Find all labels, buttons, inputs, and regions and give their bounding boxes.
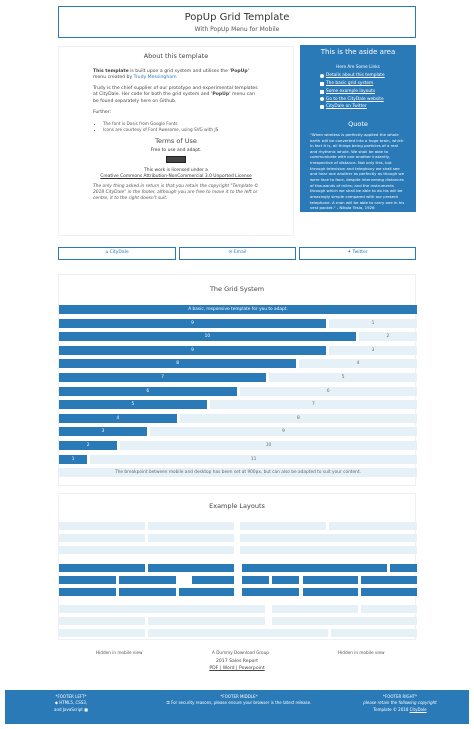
grid-title: The Grid System	[209, 285, 265, 293]
grid-system-section	[58, 274, 416, 486]
layout-block	[59, 564, 145, 572]
grid-cell: 6	[240, 387, 418, 396]
popup-term: 'PopUp'	[210, 92, 231, 98]
list-item: • The font is Dosis from Google Fonts	[103, 121, 259, 127]
page-title: PopUp Grid Template	[184, 12, 290, 23]
grid-cell: 5	[59, 400, 207, 409]
layout-block	[59, 534, 145, 542]
grid-cell: 10	[59, 332, 356, 341]
about-paragraph-2	[93, 86, 259, 105]
link-label: The basic grid system	[326, 80, 374, 86]
aside-link-grid[interactable]	[320, 81, 410, 87]
link-label: Details about this template	[326, 73, 385, 79]
example-layouts-section	[58, 493, 416, 640]
grid-icon	[320, 82, 324, 86]
download-formats-link[interactable]: PDF | Word | Powerpoint	[209, 666, 265, 671]
about-bold: This template	[93, 68, 129, 74]
layout-block	[148, 629, 328, 637]
info-icon	[320, 74, 324, 78]
layout-block	[329, 522, 417, 530]
layout-block	[361, 588, 417, 596]
hidden-mobile-right: Hidden in mobile view	[338, 650, 385, 655]
footer-mid-title: *FOOTER MIDDLE*	[220, 694, 258, 699]
license-link[interactable]: Creative Commons Attribution-NonCommercial 3.0 Unported License	[100, 174, 252, 180]
layout-block	[240, 522, 326, 530]
layout-block	[148, 617, 265, 625]
trudy-link[interactable]: Trudy Messingham	[133, 74, 177, 80]
html5-icon: ◆	[54, 700, 60, 706]
footer-left-title: *FOOTER LEFT*	[55, 694, 87, 699]
layout-block	[59, 605, 265, 613]
link-label: Some example layouts	[326, 88, 376, 94]
grid-cell: 7	[59, 373, 266, 382]
layout-block	[192, 576, 234, 584]
grid-cell: 4	[59, 414, 177, 423]
layout-block	[59, 629, 145, 637]
footer-mid-text: For security reasons, please ensure your browser is the latest release.	[170, 700, 312, 706]
grid-cell: The breakpoint between mobile and desktop has been set at 900px, but can also be adapted to suit your content.	[59, 468, 417, 477]
footer	[5, 690, 469, 724]
grid-cell: 8	[59, 359, 296, 368]
hidden-mobile-left: Hidden in mobile view	[96, 650, 143, 655]
cc-license-badge[interactable]	[166, 156, 186, 163]
about-paragraph-1	[93, 69, 259, 81]
terms-free: Free to use and adapt.	[150, 148, 202, 153]
aside-panel	[300, 45, 416, 212]
nav-twitter-button[interactable]	[299, 247, 416, 260]
terms-section	[93, 137, 259, 202]
lock-icon: ⚿	[166, 700, 171, 706]
layout-block	[240, 546, 417, 554]
nav-email-button[interactable]	[179, 247, 296, 260]
further-list	[103, 121, 259, 132]
aside-link-website[interactable]	[320, 97, 410, 103]
quote-title: Quote	[348, 120, 368, 129]
twitter-icon: ✦	[347, 250, 353, 255]
grid-cell: 11	[90, 455, 417, 464]
footer-left	[23, 694, 119, 713]
layout-block	[361, 576, 417, 584]
aside-title: This is the aside area	[320, 48, 396, 56]
grid-cell: 2	[59, 441, 117, 450]
js-icon: ■	[82, 706, 88, 712]
nav-label: Twitter	[352, 250, 368, 255]
list-item: • Icons are courtesy of Font Awesome, using SVG with JS	[103, 127, 259, 133]
layout-block	[242, 576, 269, 584]
twitter-icon	[320, 105, 324, 109]
layout-block	[119, 588, 176, 596]
layout-block	[390, 564, 417, 572]
grid-cell: 9	[59, 319, 326, 328]
grid-cell: 3	[329, 346, 417, 355]
footer-right	[350, 694, 450, 713]
grid-cell: 1	[59, 455, 87, 464]
copyright-request: The only thing asked in return is that you retain the copyright "Template © 2018 CityDale" in the footer, although you are free to move it to the left or centre, it to the right doesn't suit.	[93, 184, 259, 201]
layout-block	[331, 629, 417, 637]
nav-label: CityDale	[109, 250, 129, 255]
about-text: menu created by	[93, 74, 134, 80]
layout-block	[272, 617, 417, 625]
envelope-icon: ✉	[228, 250, 234, 255]
layout-block	[59, 617, 145, 625]
aside-link-details[interactable]	[320, 73, 410, 79]
footer-left-text: and JavaScript	[54, 706, 83, 712]
grid-cell: A basic, responsive template for you to adapt.	[59, 305, 417, 314]
about-title: About this template	[143, 52, 209, 60]
page-subtitle: With PopUp Menu for Mobile	[194, 26, 280, 33]
quote-text: "When wireless is perfectly applied the whole earth will be converted into a huge brain, which in fact it is, all things being particles of a real and rhythmic whole. We shall be able to communicate with one another instantly, irrespective of distance. Not only this, but through television and telephony we shall see and hear one another as perfectly as though we were face to face, despite intervening distances of thousands of miles; and the instruments through which we shall be able to do his will be amazingly simple compared with our present telephone. A man will be able to carry one in his vest pocket." - Nikola Tesla, 1926	[310, 131, 405, 211]
grid-cell: 2	[359, 332, 417, 341]
grid-cell: 9	[59, 346, 326, 355]
examples-title: Example Layouts	[209, 502, 265, 510]
terms-title: Terms of Use	[155, 137, 197, 146]
grid-cell: 10	[120, 441, 417, 450]
layout-block	[59, 522, 145, 530]
footer-left-text: HTML5, CSS3,	[59, 700, 88, 706]
further-label: Further:	[93, 109, 112, 115]
layout-block	[148, 522, 234, 530]
layout-block	[303, 588, 358, 596]
links-title: Here Are Some Links	[336, 64, 380, 70]
layout-block	[59, 576, 116, 584]
about-text: menu can be found separately here on Github.	[93, 92, 255, 104]
about-section	[58, 46, 294, 236]
sales-report-title: 2017 Sales Report	[215, 659, 259, 664]
footer-right-title: *FOOTER RIGHT*	[382, 694, 418, 699]
layout-block	[59, 588, 116, 596]
grid-cell: 3	[59, 427, 147, 436]
layout-block	[272, 605, 358, 613]
download-group-title: A Dummy Download Group	[212, 650, 269, 655]
grid-cell: 1	[329, 319, 417, 328]
grid-cell: 8	[180, 414, 417, 423]
layout-block	[242, 564, 387, 572]
link-label: CityDale on Twitter	[326, 104, 367, 110]
layout-block	[59, 546, 234, 554]
about-text: is built upon a grid system and utilises the	[128, 68, 230, 74]
layout-block	[240, 534, 417, 542]
license-intro: This work is licensed under a	[144, 168, 208, 174]
citydale-footer-link[interactable]: CityDale	[409, 706, 427, 712]
footer-middle	[165, 694, 313, 707]
grid-cell: 9	[150, 427, 417, 436]
copyright-text: Template © 2018	[373, 706, 410, 712]
grid-cell: 6	[59, 387, 237, 396]
globe-icon	[320, 97, 324, 101]
layout-block	[242, 588, 299, 596]
page-header	[58, 6, 416, 38]
nav-label: Email	[233, 250, 247, 255]
layout-icon	[320, 90, 324, 94]
grid-cell: 4	[299, 359, 417, 368]
layout-block	[272, 576, 299, 584]
layout-block	[179, 588, 234, 596]
nav-citydale-button[interactable]	[58, 247, 176, 260]
layout-block	[303, 576, 358, 584]
footer-right-note: please retain the following copyright	[363, 700, 437, 706]
layout-block	[148, 534, 234, 542]
aside-link-layouts[interactable]	[320, 89, 410, 95]
aside-link-twitter[interactable]	[320, 104, 410, 110]
layout-block	[148, 564, 234, 572]
layout-block	[119, 576, 176, 584]
link-label: Go to the CityDale website	[326, 96, 384, 102]
grid-cell: 7	[210, 400, 417, 409]
grid-cell: 5	[269, 373, 417, 382]
layout-block	[361, 605, 417, 613]
home-icon: ⌂	[105, 250, 110, 255]
about-text: Trudy is the chief supplier of our prototype and experimental templates at CityDale. Her code for both the grid system and	[93, 86, 258, 98]
popup-term: 'PopUp'	[229, 68, 250, 74]
